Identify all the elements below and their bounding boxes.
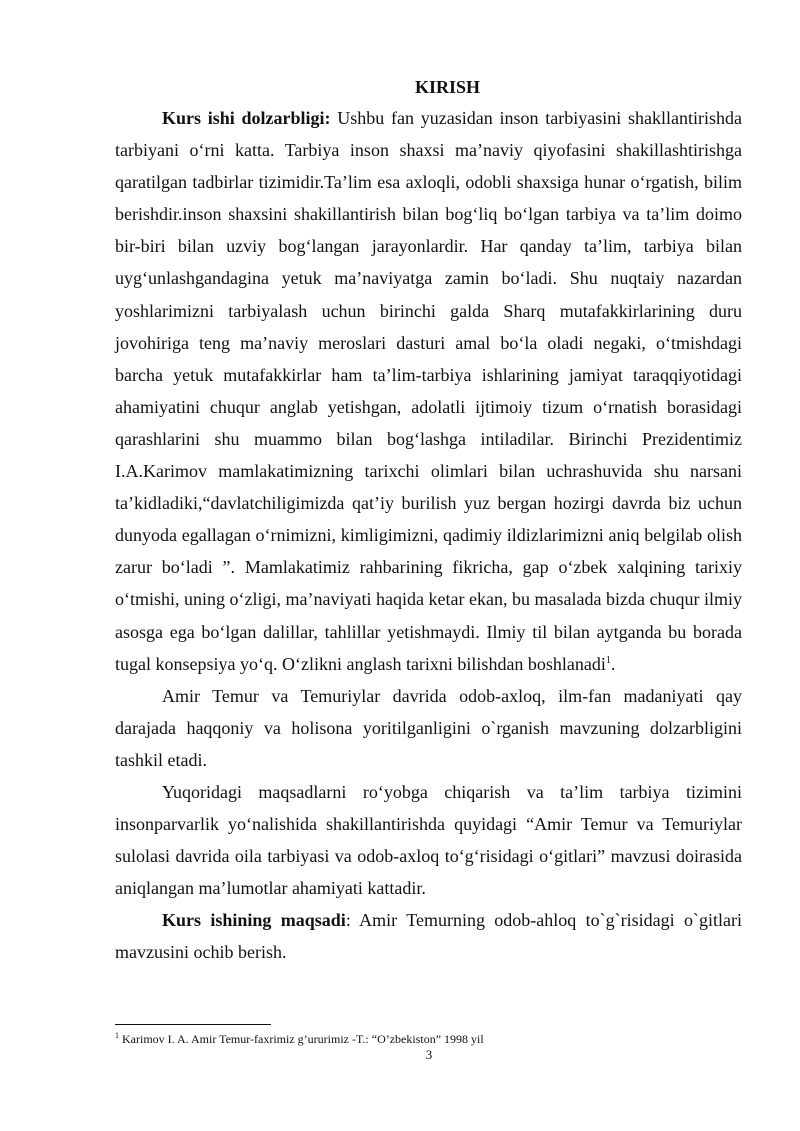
paragraph-goals: Yuqoridagi maqsadlarni ro‘yobga chiqarish va ta’lim tarbiya tizimini insonparvarlik yo‘nalishida shakillantirishda quyidagi “Amir Temur va Temuriylar sulolasi davrida oila tarbiyasi va odob-axloq to‘g‘risidagi o‘gitlari” mavzusi doirasida aniqlangan ma’lumotlar ahamiyati kattadir. bbox=[115, 781, 742, 899]
page-title: KIRISH bbox=[414, 77, 481, 97]
page-number: 3 bbox=[425, 1047, 433, 1062]
paragraph-label: Kurs ishining maqsadi bbox=[162, 910, 346, 931]
paragraph-label: Kurs ishi dolzarbligi: bbox=[162, 108, 331, 128]
paragraph-text: : Amir Temurning odob-ahloq to`g`risidagi o`gitlari mavzusini ochib berish. bbox=[115, 910, 742, 963]
paragraph-text: Ushbu fan yuzasidan inson tarbiyasini shakllantirishda tarbiyani o‘rni katta. Tarbiya inson shaxsi ma’naviy qiyofasini shakillashtirishga qaratilgan tadbirlar tizimidir.Ta’lim esa axloqli, odobli shaxsiga hunar o‘rgatish, bilim berishdir.inson shaxsini shakillantirish bilan bog‘liq bo‘lgan tarbiya va ta’lim doimo bir-biri bilan uzviy bog‘langan jarayonlardir. Har qanday ta’lim, tarbiya bilan uyg‘unlashgandagina yetuk ma’naviyatga zamin bo‘ladi. Shu nuqtaiy nazardan yoshlarimizni tarbiyalash uchun birinchi galda Sharq mutafakkirlarining duru jovohiriga teng ma’naviy meroslari dasturi amal bo‘la oladi negaki, o‘tmishdagi barcha yetuk mutafakkirlar ham ta’lim-tarbiya ishlarining jamiyat taraqqiyotidagi ahamiyatini chuqur anglab yetishgan, adolatli ijtimoiy tizum o‘rnatish borasidagi qarashlarini shu muammo bilan bog‘lashga intiladilar. Birinchi Prezidentimiz I.A.Karimov mamlakatimizning tarixchi olimlari bilan uchrashuvida shu narsani ta’kidladiki,“davlatchiligimizda qat’iy burilish yuz bergan hozirgi davrda biz uchun dunyoda egallagan o‘rnimizni, kimligimizni, qadimiy ildizlarimizni aniq belgilab olish zarur bo‘ladi ”. Mamlakatimiz rahbarining fikricha, gap o‘zbek xalqining tarixiy o‘tmishi, uning o‘zligi, ma’naviyati haqida ketar ekan, bu masalada bizda chuqur ilmiy asosga ega bo‘lgan dalillar, tahlillar yetishmaydi. Ilmiy til bilan aytganda bu borada tugal konsepsiya yo‘q. O‘zlikni anglash tarixni bilishdan boshlanadi bbox=[115, 108, 742, 674]
paragraph-relevance bbox=[115, 102, 742, 680]
footnote-separator bbox=[115, 1024, 271, 1025]
footnote-text: Karimov I. A. Amir Temur-faxrimiz g’ururimiz -T.: “O’zbekiston” 1998 yil bbox=[119, 1032, 484, 1046]
footnote bbox=[115, 1031, 742, 1047]
footnote-reference[interactable]: 1 bbox=[605, 654, 611, 666]
paragraph-tail: . bbox=[610, 653, 616, 674]
document-page bbox=[115, 72, 742, 969]
paragraph-period: Amir Temur va Temuriylar davrida odob-axloq, ilm-fan madaniyati qay darajada haqqoniy va holisona yoritilganligini o`rganish mavzuning dolzarbligini tashkil etadi. bbox=[115, 685, 742, 770]
footnote-number: 1 bbox=[115, 1031, 119, 1040]
paragraph-objective bbox=[115, 904, 742, 968]
